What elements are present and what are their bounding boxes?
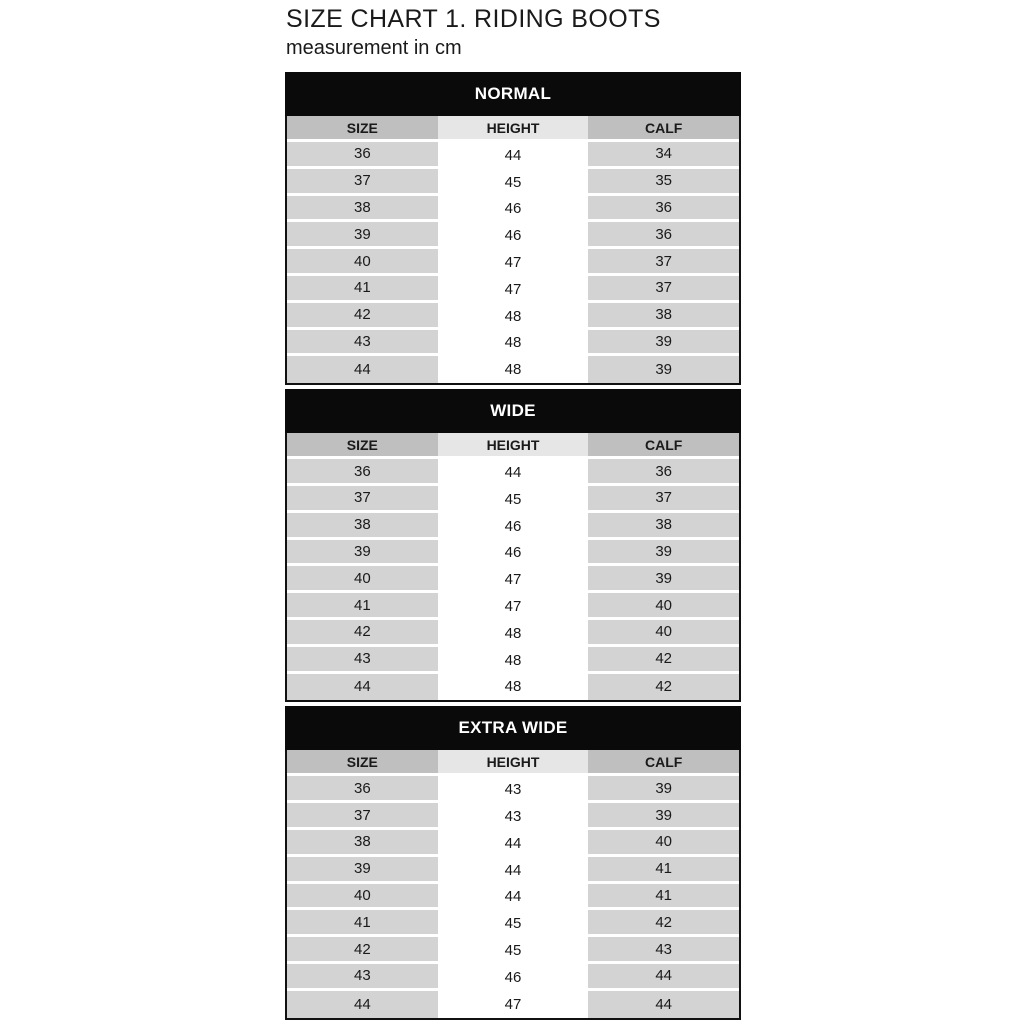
table-row: [287, 566, 739, 593]
height-cell: 47: [438, 991, 589, 1018]
calf-cell: 43: [588, 937, 739, 964]
size-cell: 44: [287, 356, 438, 383]
height-cell: 43: [438, 776, 589, 803]
table-row: [287, 222, 739, 249]
calf-cell: 42: [588, 647, 739, 674]
size-cell: 44: [287, 674, 438, 701]
table-row: [287, 857, 739, 884]
column-header-height: HEIGHT: [438, 116, 589, 142]
table-row: [287, 249, 739, 276]
height-cell: 48: [438, 620, 589, 647]
size-cell: 42: [287, 937, 438, 964]
size-cell: 39: [287, 540, 438, 567]
calf-cell: 36: [588, 222, 739, 249]
column-header-height: HEIGHT: [438, 750, 589, 776]
height-cell: 46: [438, 540, 589, 567]
column-header-row: [287, 750, 739, 776]
column-header-size: SIZE: [287, 750, 438, 776]
size-cell: 44: [287, 991, 438, 1018]
section-title: WIDE: [285, 389, 741, 433]
height-cell: 44: [438, 830, 589, 857]
table-row: [287, 620, 739, 647]
calf-cell: 36: [588, 196, 739, 223]
size-cell: 37: [287, 486, 438, 513]
height-cell: 46: [438, 196, 589, 223]
column-header-row: [287, 116, 739, 142]
height-cell: 47: [438, 593, 589, 620]
section-title: EXTRA WIDE: [285, 706, 741, 750]
calf-cell: 40: [588, 830, 739, 857]
calf-cell: 37: [588, 486, 739, 513]
table-body: [287, 142, 739, 383]
table-row: [287, 459, 739, 486]
size-cell: 43: [287, 647, 438, 674]
calf-cell: 41: [588, 884, 739, 911]
size-cell: 39: [287, 222, 438, 249]
calf-cell: 42: [588, 674, 739, 701]
size-cell: 37: [287, 803, 438, 830]
height-cell: 47: [438, 276, 589, 303]
table-row: [287, 830, 739, 857]
size-cell: 40: [287, 566, 438, 593]
calf-cell: 37: [588, 276, 739, 303]
table-row: [287, 910, 739, 937]
calf-cell: 40: [588, 620, 739, 647]
height-cell: 46: [438, 964, 589, 991]
height-cell: 47: [438, 249, 589, 276]
table-row: [287, 647, 739, 674]
table-row: [287, 803, 739, 830]
height-cell: 46: [438, 513, 589, 540]
height-cell: 45: [438, 937, 589, 964]
size-cell: 41: [287, 910, 438, 937]
table-row: [287, 776, 739, 803]
calf-cell: 39: [588, 330, 739, 357]
calf-cell: 39: [588, 803, 739, 830]
size-cell: 39: [287, 857, 438, 884]
height-cell: 44: [438, 142, 589, 169]
height-cell: 44: [438, 459, 589, 486]
column-header-size: SIZE: [287, 116, 438, 142]
table-row: [287, 142, 739, 169]
calf-cell: 44: [588, 964, 739, 991]
column-header-height: HEIGHT: [438, 433, 589, 459]
size-cell: 37: [287, 169, 438, 196]
column-header-row: [287, 433, 739, 459]
table-row: [287, 540, 739, 567]
height-cell: 45: [438, 910, 589, 937]
column-header-calf: CALF: [588, 750, 739, 776]
table-row: [287, 674, 739, 701]
table-body: [287, 459, 739, 700]
size-cell: 40: [287, 249, 438, 276]
column-header-calf: CALF: [588, 433, 739, 459]
height-cell: 44: [438, 857, 589, 884]
size-chart: [285, 72, 741, 1020]
table-row: [287, 513, 739, 540]
height-cell: 48: [438, 303, 589, 330]
table-row: [287, 196, 739, 223]
table-row: [287, 884, 739, 911]
size-cell: 38: [287, 196, 438, 223]
size-cell: 43: [287, 964, 438, 991]
table-row: [287, 330, 739, 357]
table-row: [287, 276, 739, 303]
size-cell: 42: [287, 303, 438, 330]
height-cell: 45: [438, 169, 589, 196]
size-cell: 38: [287, 830, 438, 857]
height-cell: 47: [438, 566, 589, 593]
calf-cell: 39: [588, 356, 739, 383]
section-normal: [285, 72, 741, 385]
table-row: [287, 303, 739, 330]
section-extra-wide: [285, 706, 741, 1019]
calf-cell: 39: [588, 776, 739, 803]
table-row: [287, 486, 739, 513]
calf-cell: 38: [588, 513, 739, 540]
column-header-size: SIZE: [287, 433, 438, 459]
table-row: [287, 964, 739, 991]
column-header-calf: CALF: [588, 116, 739, 142]
section-wide: [285, 389, 741, 702]
height-cell: 45: [438, 486, 589, 513]
height-cell: 48: [438, 356, 589, 383]
height-cell: 48: [438, 674, 589, 701]
size-cell: 41: [287, 593, 438, 620]
table-row: [287, 356, 739, 383]
height-cell: 46: [438, 222, 589, 249]
calf-cell: 38: [588, 303, 739, 330]
size-cell: 36: [287, 459, 438, 486]
calf-cell: 41: [588, 857, 739, 884]
calf-cell: 42: [588, 910, 739, 937]
calf-cell: 40: [588, 593, 739, 620]
size-cell: 36: [287, 776, 438, 803]
calf-cell: 34: [588, 142, 739, 169]
size-cell: 38: [287, 513, 438, 540]
height-cell: 44: [438, 884, 589, 911]
size-cell: 36: [287, 142, 438, 169]
calf-cell: 39: [588, 566, 739, 593]
height-cell: 43: [438, 803, 589, 830]
calf-cell: 36: [588, 459, 739, 486]
table-row: [287, 991, 739, 1018]
table-row: [287, 169, 739, 196]
size-cell: 41: [287, 276, 438, 303]
calf-cell: 35: [588, 169, 739, 196]
section-title: NORMAL: [285, 72, 741, 116]
size-cell: 43: [287, 330, 438, 357]
page-title: SIZE CHART 1. RIDING BOOTS: [286, 5, 661, 33]
height-cell: 48: [438, 647, 589, 674]
calf-cell: 39: [588, 540, 739, 567]
height-cell: 48: [438, 330, 589, 357]
calf-cell: 37: [588, 249, 739, 276]
calf-cell: 44: [588, 991, 739, 1018]
size-cell: 40: [287, 884, 438, 911]
page-subtitle: measurement in cm: [286, 37, 462, 59]
table-row: [287, 593, 739, 620]
size-cell: 42: [287, 620, 438, 647]
table-row: [287, 937, 739, 964]
table-body: [287, 776, 739, 1017]
